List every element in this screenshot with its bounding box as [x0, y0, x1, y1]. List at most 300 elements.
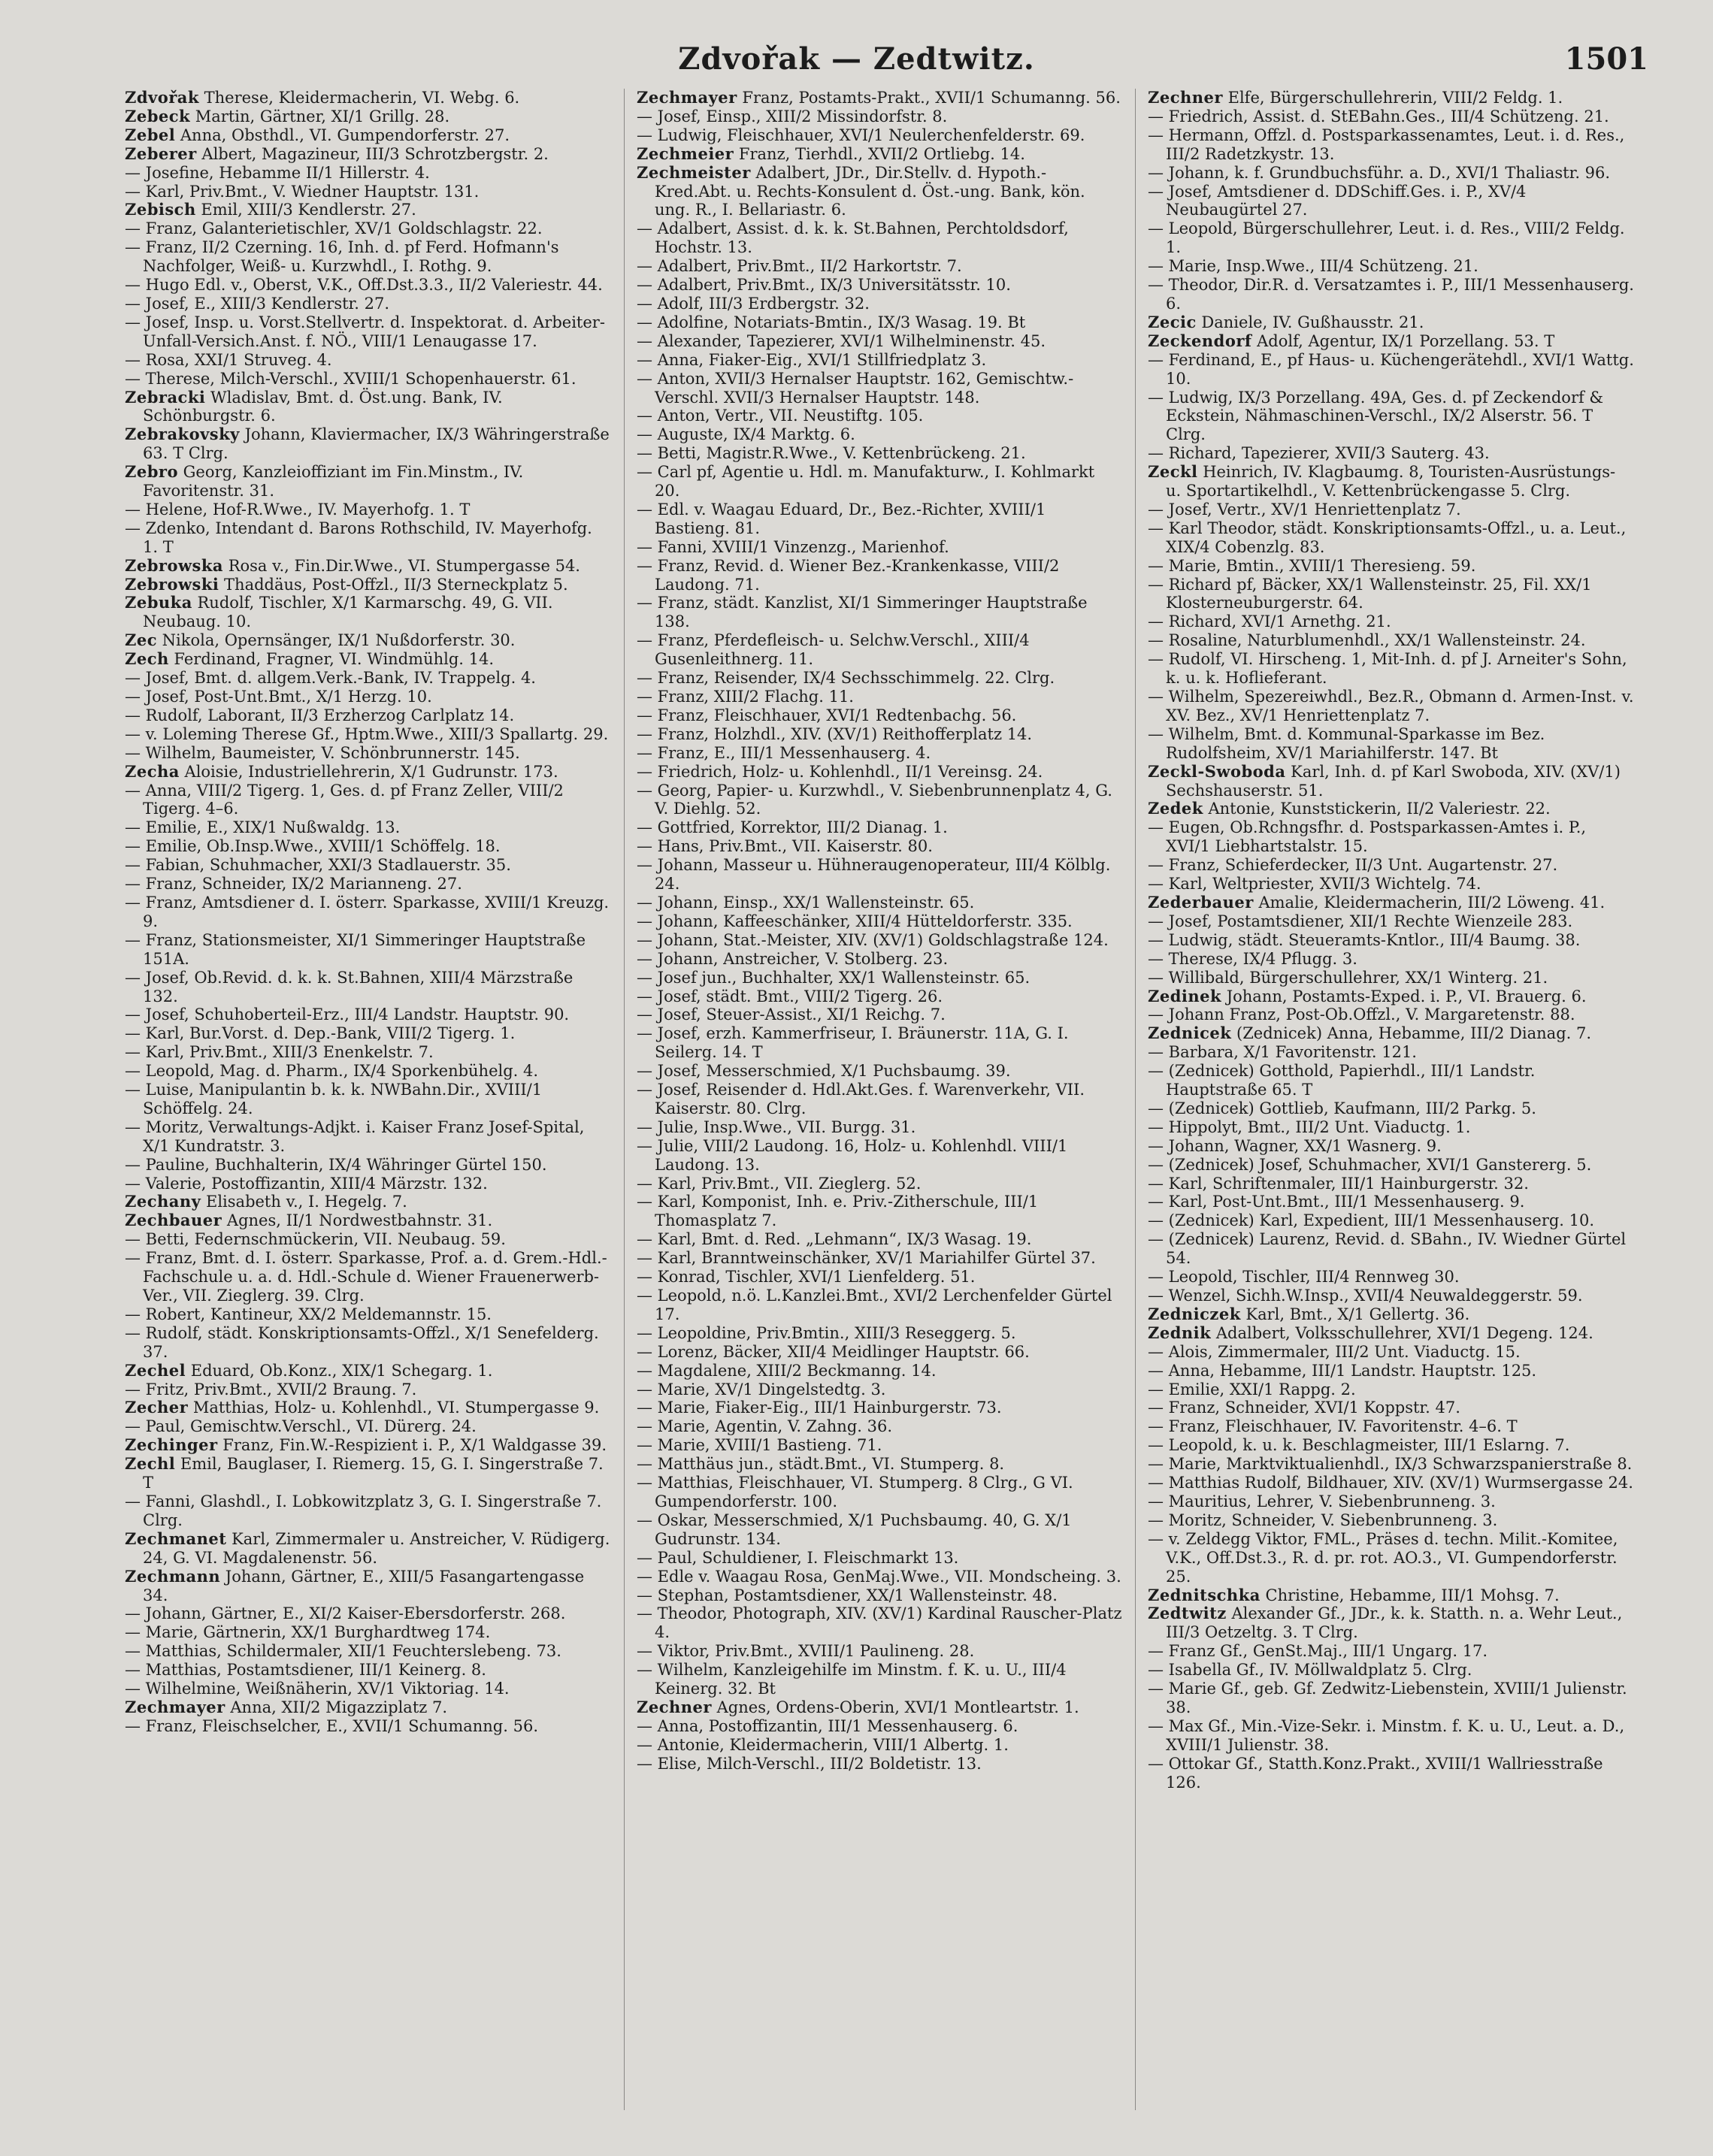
- directory-entry: [637, 444, 1123, 463]
- directory-entry: [637, 594, 1123, 631]
- entry-text: — Franz, Bmt. d. I. österr. Sparkasse, Prof. a. d. Grem.-Hdl.-Fachschule u. a. d. Hdl.-Schule d. Wiener Frauenerwerb-Ver., VII. Zieglerg. 39. Clrg.: [125, 1249, 607, 1305]
- entry-text: — Josef, Bmt. d. allgem.Verk.-Bank, IV. Trappelg. 4.: [125, 669, 536, 688]
- entry-text: Agnes, II/1 Nordwestbahnstr. 31.: [222, 1211, 493, 1230]
- entry-text: — (Zednicek) Josef, Schuhmacher, XVI/1 Ganstererg. 5.: [1148, 1155, 1592, 1174]
- entry-text: Antonie, Kunststickerin, II/2 Valeriestr. 22.: [1203, 800, 1551, 818]
- directory-entry: [1148, 1380, 1634, 1399]
- directory-entry: [1148, 107, 1634, 126]
- directory-entry: [125, 107, 612, 126]
- entry-text: — Karl, Priv.Bmt., XIII/3 Enenkelstr. 7.: [125, 1043, 434, 1062]
- entry-text: — Johann, Anstreicher, V. Stolberg. 23.: [637, 949, 949, 968]
- directory-entry: [125, 1175, 612, 1193]
- entry-text: — Wenzel, Sichh.W.Insp., XVII/4 Neuwaldeggerstr. 59.: [1148, 1287, 1583, 1305]
- entry-text: — Helene, Hof-R.Wwe., IV. Mayerhofg. 1. T: [125, 500, 471, 519]
- entry-text: Johann, Gärtner, E., XIII/5 Fasangartengasse 34.: [143, 1567, 585, 1604]
- directory-entry: [1148, 612, 1634, 631]
- entry-text: Christine, Hebamme, III/1 Mohsg. 7.: [1260, 1586, 1560, 1604]
- directory-entry: [637, 557, 1123, 594]
- entry-text: — Oskar, Messerschmied, X/1 Puchsbaumg. 40, G. X/1 Gudrunstr. 134.: [637, 1510, 1072, 1548]
- columns-container: [113, 89, 1646, 2110]
- entry-surname: Zederbauer: [1148, 892, 1254, 912]
- directory-entry: [1148, 1137, 1634, 1156]
- entry-text: — Josef, Postamtsdiener, XII/1 Rechte Wienzeile 283.: [1148, 912, 1573, 930]
- entry-text: — Karl, Bmt. d. Red. „Lehmann“, IX/3 Wasag. 19.: [637, 1230, 1032, 1249]
- entry-text: — Anton, Vertr., VII. Neustiftg. 105.: [637, 407, 924, 425]
- directory-entry: [637, 725, 1123, 744]
- directory-entry: [637, 1642, 1123, 1661]
- entry-text: — Adolf, III/3 Erdbergstr. 32.: [637, 294, 870, 313]
- directory-entry: [1148, 1492, 1634, 1511]
- entry-text: — Josef, städt. Bmt., VIII/2 Tigerg. 26.: [637, 987, 943, 1005]
- directory-entry: [125, 1623, 612, 1642]
- entry-text: — Leopold, k. u. k. Beschlagmeister, III/1 Eslarng. 7.: [1148, 1436, 1570, 1455]
- entry-text: — Anna, VIII/2 Tigerg. 1, Ges. d. pf Franz Zeller, VIII/2 Tigerg. 4–6.: [125, 781, 564, 818]
- entry-text: — Josef, Post-Unt.Bmt., X/1 Herzg. 10.: [125, 688, 432, 706]
- entry-text: — Rudolf, städt. Konskriptionsamts-Offzl., X/1 Senefelderg. 37.: [125, 1323, 599, 1361]
- directory-entry: [125, 519, 612, 557]
- entry-text: — Fritz, Priv.Bmt., XVII/2 Braung. 7.: [125, 1380, 417, 1399]
- entry-text: Emil, XIII/3 Kendlerstr. 27.: [195, 201, 416, 219]
- entry-text: — Franz, Schneider, XVI/1 Koppstr. 47.: [1148, 1399, 1460, 1417]
- entry-text: — Johann, k. f. Grundbuchsführ. a. D., XVI/1 Thaliastr. 96.: [1148, 163, 1611, 182]
- directory-entry: [125, 1230, 612, 1249]
- directory-entry: [637, 1604, 1123, 1642]
- directory-entry: [637, 969, 1123, 987]
- directory-entry: [1148, 1024, 1634, 1043]
- entry-surname: Zechner: [637, 1697, 712, 1716]
- directory-entry: [125, 875, 612, 894]
- entry-text: Martin, Gärtner, XI/1 Grillg. 28.: [190, 107, 450, 125]
- directory-entry: [637, 89, 1123, 107]
- entry-text: Alexander Gf., JDr., k. k. Statth. n. a. Wehr Leut., III/3 Oetzeltg. 3. T Clrg.: [1166, 1604, 1623, 1642]
- directory-entry: [125, 688, 612, 706]
- entry-text: — Karl, Post-Unt.Bmt., III/1 Messenhauserg. 9.: [1148, 1193, 1525, 1211]
- entry-text: — Franz, Stationsmeister, XI/1 Simmeringer Hauptstraße 151A.: [125, 930, 586, 968]
- entry-text: — Gottfried, Korrektor, III/2 Dianag. 1.: [637, 818, 948, 837]
- directory-entry: [125, 706, 612, 725]
- directory-entry: [1148, 1604, 1634, 1642]
- entry-text: Karl, Inh. d. pf Karl Swoboda, XIV. (XV/1) Sechshauserstr. 51.: [1166, 762, 1621, 800]
- entry-text: — Fabian, Schuhmacher, XXI/3 Stadlauerstr. 35.: [125, 856, 511, 875]
- directory-entry: [1148, 1099, 1634, 1118]
- directory-entry: [1148, 389, 1634, 445]
- entry-surname: Zechinger: [125, 1435, 218, 1455]
- directory-entry: [1148, 276, 1634, 313]
- directory-entry: [125, 837, 612, 856]
- column-3: [1135, 89, 1646, 2110]
- entry-text: (Zednicek) Anna, Hebamme, III/2 Dianag. 7.: [1231, 1024, 1592, 1043]
- entry-text: Wladislav, Bmt. d. Öst.ung. Bank, IV. Schönburgstr. 6.: [143, 388, 503, 425]
- entry-text: — Marie, Marktviktualienhdl., IX/3 Schwarzspanierstraße 8.: [1148, 1455, 1633, 1474]
- directory-entry: [125, 89, 612, 107]
- directory-entry: [1148, 1305, 1634, 1324]
- directory-entry: [637, 706, 1123, 725]
- entry-surname: Zedtwitz: [1148, 1604, 1227, 1623]
- entry-text: — Josef, Messerschmied, X/1 Puchsbaumg. 39.: [637, 1062, 1011, 1081]
- directory-entry: [1148, 1287, 1634, 1305]
- entry-text: — Wilhelm, Bmt. d. Kommunal-Sparkasse im Bez. Rudolfsheim, XV/1 Mariahilferstr. 147. Bt: [1148, 724, 1545, 762]
- directory-entry: [1148, 1642, 1634, 1661]
- entry-text: — Theodor, Dir.R. d. Versatzamtes i. P., III/1 Messenhauserg. 6.: [1148, 276, 1634, 313]
- entry-text: Nikola, Opernsänger, IX/1 Nußdorferstr. 30.: [156, 631, 516, 650]
- entry-text: — Richard pf, Bäcker, XX/1 Wallensteinstr. 25, Fil. XX/1 Klosterneuburgerstr. 64.: [1148, 575, 1592, 612]
- entry-text: — Marie, Insp.Wwe., III/4 Schützeng. 21.: [1148, 257, 1478, 276]
- entry-surname: Zednik: [1148, 1323, 1212, 1342]
- entry-surname: Zechmayer: [125, 1697, 225, 1716]
- directory-entry: [125, 1680, 612, 1698]
- entry-text: — Moritz, Schneider, V. Siebenbrunneng. 3.: [1148, 1510, 1498, 1529]
- directory-entry: [125, 1005, 612, 1024]
- entry-text: — Josef, Insp. u. Vorst.Stellvertr. d. Inspektorat. d. Arbeiter-Unfall-Versich.Anst. f. NÖ., VIII/1 Lenaugasse 17.: [125, 313, 605, 350]
- entry-text: — Hippolyt, Bmt., III/2 Unt. Viaductg. 1.: [1148, 1117, 1471, 1136]
- directory-entry: [125, 276, 612, 295]
- directory-entry: [1148, 763, 1634, 800]
- entry-text: Johann, Postamts-Exped. i. P., VI. Brauerg. 6.: [1221, 987, 1587, 1005]
- entry-text: — Karl Theodor, städt. Konskriptionsamts-Offzl., u. a. Leut., XIX/4 Cobenzlg. 83.: [1148, 519, 1627, 556]
- entry-surname: Zeckl: [1148, 462, 1198, 482]
- entry-surname: Zechany: [125, 1192, 201, 1211]
- entry-text: — Josef, Einsp., XIII/2 Missindorfstr. 8.: [637, 107, 948, 125]
- directory-entry: [125, 1698, 612, 1717]
- entry-text: — Franz, Galanterietischler, XV/1 Goldschlagstr. 22.: [125, 219, 543, 238]
- entry-text: Daniele, IV. Gußhausstr. 21.: [1196, 313, 1424, 331]
- directory-entry: [637, 763, 1123, 782]
- directory-entry: [1148, 1193, 1634, 1211]
- directory-entry: [637, 295, 1123, 313]
- entry-surname: Zech: [125, 649, 169, 669]
- entry-text: — (Zednicek) Laurenz, Revid. d. SBahn., IV. Wiedner Gürtel 54.: [1148, 1230, 1627, 1268]
- entry-text: — Hugo Edl. v., Oberst, V.K., Off.Dst.3.3., II/2 Valeriestr. 44.: [125, 276, 603, 295]
- directory-entry: [125, 463, 612, 500]
- entry-text: — Karl, Priv.Bmt., V. Wiedner Hauptstr. 131.: [125, 182, 480, 201]
- page-header: [0, 41, 1713, 94]
- entry-surname: Zedniczek: [1148, 1304, 1241, 1323]
- directory-entry: [637, 1511, 1123, 1549]
- directory-entry: [637, 1568, 1123, 1586]
- entry-text: Thaddäus, Post-Offzl., II/3 Sterneckplatz 5.: [219, 575, 568, 594]
- entry-text: — Leopold, Mag. d. Pharm., IX/4 Sporkenbühelg. 4.: [125, 1062, 539, 1081]
- entry-text: — Franz, II/2 Czerning. 16, Inh. d. pf Ferd. Hofmann's Nachfolger, Weiß- u. Kurzwhdl., I. Rothg. 9.: [125, 238, 559, 276]
- entry-surname: Zechbauer: [125, 1211, 222, 1230]
- entry-text: Emil, Bauglaser, I. Riemerg. 15, G. I. Singerstraße 7. T: [143, 1455, 604, 1492]
- entry-text: — Franz, Reisender, IX/4 Sechsschimmelg. 22. Clrg.: [637, 669, 1055, 688]
- directory-entry: [1148, 1661, 1634, 1680]
- entry-surname: Zecha: [125, 761, 180, 781]
- entry-text: — Rudolf, VI. Hirscheng. 1, Mit-Inh. d. pf J. Arneiter's Sohn, k. u. k. Hoflieferant.: [1148, 650, 1627, 688]
- entry-text: — Willibald, Bürgerschullehrer, XX/1 Winterg. 21.: [1148, 968, 1548, 987]
- entry-surname: Zechmayer: [637, 89, 737, 107]
- entry-text: — Barbara, X/1 Favoritenstr. 121.: [1148, 1043, 1417, 1062]
- entry-text: — Alois, Zimmermaler, III/2 Unt. Viaductg. 15.: [1148, 1342, 1521, 1361]
- entry-text: — Anna, Postoffizantin, III/1 Messenhauserg. 6.: [637, 1716, 1018, 1735]
- directory-entry: [125, 201, 612, 219]
- entry-text: — Therese, Milch-Verschl., XVIII/1 Schopenhauerstr. 61.: [125, 369, 577, 388]
- entry-text: — Leopold, Bürgerschullehrer, Leut. i. d. Res., VIII/2 Feldg. 1.: [1148, 219, 1625, 257]
- entry-text: — Ludwig, IX/3 Porzellang. 49A, Ges. d. pf Zeckendorf & Eckstein, Nähmaschinen-Verschl., IX/2 Alserstr. 56. T Clrg.: [1148, 388, 1604, 444]
- entry-text: — Georg, Papier- u. Kurzwhdl., V. Siebenbrunnenplatz 4, G. V. Diehlg. 52.: [637, 781, 1112, 818]
- directory-entry: [1148, 1362, 1634, 1380]
- directory-entry: [125, 370, 612, 389]
- entry-text: — Julie, VIII/2 Laudong. 16, Holz- u. Kohlenhdl. VIII/1 Laudong. 13.: [637, 1136, 1068, 1174]
- entry-surname: Zecher: [125, 1398, 189, 1417]
- entry-text: — Lorenz, Bäcker, XII/4 Meidlinger Hauptstr. 66.: [637, 1342, 1030, 1361]
- entry-text: — Adolfine, Notariats-Bmtin., IX/3 Wasag. 19. Bt: [637, 313, 1026, 331]
- entry-surname: Zdvořak: [125, 89, 199, 107]
- directory-entry: [125, 763, 612, 782]
- entry-text: — Karl, Priv.Bmt., VII. Zieglerg. 52.: [637, 1174, 922, 1193]
- directory-entry: [125, 1249, 612, 1305]
- entry-surname: Zebro: [125, 462, 178, 482]
- directory-entry: [1148, 1474, 1634, 1492]
- directory-entry: [637, 931, 1123, 950]
- entry-text: — Robert, Kantineur, XX/2 Meldemannstr. 15.: [125, 1305, 492, 1323]
- directory-entry: [125, 1530, 612, 1568]
- entry-text: — Josef, Ob.Revid. d. k. k. St.Bahnen, XIII/4 Märzstraße 132.: [125, 968, 574, 1005]
- entry-text: — Betti, Magistr.R.Wwe., V. Kettenbrückeng. 21.: [637, 444, 1026, 463]
- directory-entry: [125, 818, 612, 837]
- directory-entry: [637, 1024, 1123, 1062]
- directory-entry: [637, 107, 1123, 126]
- entry-text: Adalbert, JDr., Dir.Stellv. d. Hypoth.-Kred.Abt. u. Rechts-Konsulent d. Öst.-ung. Bank, kön. ung. R., I. Bellariastr. 6.: [655, 163, 1085, 219]
- directory-entry: [125, 782, 612, 819]
- entry-text: — Elise, Milch-Verschl., III/2 Boldetistr. 13.: [637, 1754, 982, 1773]
- directory-entry: [1148, 912, 1634, 931]
- entry-text: — Paul, Gemischtw.Verschl., VI. Dürerg. 24.: [125, 1417, 477, 1436]
- directory-entry: [125, 650, 612, 669]
- entry-text: Rudolf, Tischler, X/1 Karmarschg. 49, G. VII. Neubaug. 10.: [143, 594, 553, 631]
- entry-text: Karl, Bmt., X/1 Gellertg. 36.: [1240, 1305, 1470, 1323]
- entry-text: Adalbert, Volksschullehrer, XVI/1 Degeng. 124.: [1211, 1323, 1593, 1342]
- entry-surname: Zebrakovsky: [125, 425, 240, 444]
- directory-entry: [1148, 1399, 1634, 1417]
- directory-entry: [125, 500, 612, 519]
- directory-entry: [637, 1005, 1123, 1024]
- directory-entry: [1148, 500, 1634, 519]
- entry-surname: Zechmann: [125, 1566, 221, 1586]
- entry-text: Ferdinand, Fragner, VI. Windmühlg. 14.: [168, 650, 495, 669]
- entry-text: — Rudolf, Laborant, II/3 Erzherzog Carlplatz 14.: [125, 706, 515, 724]
- entry-text: — Stephan, Postamtsdiener, XX/1 Wallensteinstr. 48.: [637, 1586, 1058, 1604]
- directory-entry: [637, 1324, 1123, 1343]
- entry-text: — Wilhelm, Kanzleigehilfe im Minstm. f. K. u. U., III/4 Keinerg. 32. Bt: [637, 1661, 1067, 1698]
- directory-entry: [1148, 856, 1634, 875]
- directory-entry: [125, 1193, 612, 1211]
- entry-text: — Josef, Vertr., XV/1 Henriettenplatz 7.: [1148, 500, 1461, 519]
- entry-text: — v. Zeldegg Viktor, FML., Präses d. techn. Milit.-Komitee, V.K., Off.Dst.3., R. d. pr. rot. AO.3., VI. Gumpendorferstr. 25.: [1148, 1529, 1618, 1586]
- directory-entry: [1148, 89, 1634, 107]
- directory-entry: [1148, 987, 1634, 1006]
- entry-text: — Fanni, Glashdl., I. Lobkowitzplatz 3, G. I. Singerstraße 7. Clrg.: [125, 1492, 602, 1529]
- directory-entry: [125, 744, 612, 763]
- directory-entry: [1148, 931, 1634, 950]
- entry-text: Georg, Kanzleioffiziant im Fin.Minstm., IV. Favoritenstr. 31.: [143, 463, 524, 500]
- directory-entry: [1148, 519, 1634, 557]
- entry-text: — Johann, Kaffeeschänker, XIII/4 Hütteldorferstr. 335.: [637, 912, 1073, 930]
- directory-entry: [637, 837, 1123, 856]
- directory-entry: [637, 987, 1123, 1006]
- entry-text: — Anna, Hebamme, III/1 Landstr. Hauptstr. 125.: [1148, 1361, 1537, 1380]
- directory-entry: [637, 1417, 1123, 1436]
- directory-entry: [637, 463, 1123, 500]
- entry-text: — Marie, XV/1 Dingelstedtg. 3.: [637, 1380, 886, 1399]
- entry-text: — Ottokar Gf., Statth.Konz.Prakt., XVIII/1 Wallriesstraße 126.: [1148, 1754, 1603, 1792]
- entry-surname: Zedek: [1148, 799, 1203, 818]
- entry-text: — Marie, XVIII/1 Bastieng. 71.: [637, 1436, 882, 1455]
- directory-entry: [637, 219, 1123, 257]
- directory-entry: [637, 1137, 1123, 1175]
- entry-text: — Johann Franz, Post-Ob.Offzl., V. Margaretenstr. 88.: [1148, 1005, 1575, 1024]
- entry-text: — Moritz, Verwaltungs-Adjkt. i. Kaiser Franz Josef-Spital, X/1 Kundratstr. 3.: [125, 1117, 585, 1155]
- directory-entry: [125, 351, 612, 370]
- entry-text: — Emilie, XXI/1 Rappg. 2.: [1148, 1380, 1356, 1399]
- directory-entry: [1148, 725, 1634, 763]
- directory-entry: [637, 500, 1123, 538]
- directory-entry: [125, 856, 612, 875]
- directory-entry: [1148, 1005, 1634, 1024]
- column-2: [624, 89, 1135, 2110]
- directory-entry: [1148, 800, 1634, 818]
- entry-text: — Karl, Bur.Vorst. d. Dep.-Bank, VIII/2 Tigerg. 1.: [125, 1024, 516, 1043]
- entry-text: Elisabeth v., I. Hegelg. 7.: [201, 1193, 407, 1211]
- entry-text: Eduard, Ob.Konz., XIX/1 Schegarg. 1.: [186, 1361, 493, 1380]
- entry-text: — Emilie, Ob.Insp.Wwe., XVIII/1 Schöffelg. 18.: [125, 837, 501, 856]
- directory-entry: [1148, 332, 1634, 351]
- directory-entry: [125, 1118, 612, 1156]
- directory-entry: [637, 1661, 1123, 1698]
- entry-text: Johann, Klaviermacher, IX/3 Währingerstraße 63. T Clrg.: [143, 425, 610, 463]
- entry-text: — Franz Gf., GenSt.Maj., III/1 Ungarg. 17.: [1148, 1642, 1488, 1661]
- directory-entry: [125, 1417, 612, 1436]
- entry-text: — Johann, Stat.-Meister, XIV. (XV/1) Goldschlagstraße 124.: [637, 930, 1109, 949]
- entry-text: Karl, Zimmermaler u. Anstreicher, V. Rüdigerg. 24, G. VI. Magdalenenstr. 56.: [143, 1529, 610, 1567]
- directory-entry: [637, 1062, 1123, 1081]
- entry-text: — Ludwig, Fleischhauer, XVI/1 Neulerchenfelderstr. 69.: [637, 125, 1085, 144]
- directory-entry: [1148, 557, 1634, 576]
- directory-entry: [1148, 688, 1634, 725]
- entry-surname: Zeckendorf: [1148, 331, 1252, 350]
- entry-text: — Marie Gf., geb. Gf. Zedwitz-Liebenstein, XVIII/1 Julienstr. 38.: [1148, 1680, 1627, 1716]
- entry-text: — Richard, Tapezierer, XVII/3 Sauterg. 43.: [1148, 444, 1490, 463]
- entry-surname: Zechmeister: [637, 162, 751, 182]
- entry-text: — Valerie, Postoffizantin, XIII/4 Märzstr. 132.: [125, 1174, 488, 1193]
- directory-entry: [637, 1455, 1123, 1474]
- directory-entry: [637, 1343, 1123, 1362]
- directory-entry: [1148, 650, 1634, 688]
- directory-entry: [637, 1474, 1123, 1511]
- directory-entry: [125, 894, 612, 931]
- directory-entry: [637, 1230, 1123, 1249]
- entry-text: Heinrich, IV. Klagbaumg. 8, Touristen-Ausrüstungs- u. Sportartikelhdl., V. Kettenbrückengasse 5. Clrg.: [1166, 463, 1616, 500]
- directory-entry: [125, 238, 612, 276]
- directory-entry: [1148, 818, 1634, 856]
- directory-entry: [1148, 950, 1634, 969]
- directory-entry: [637, 538, 1123, 557]
- directory-entry: [637, 631, 1123, 669]
- directory-entry: [125, 576, 612, 594]
- entry-text: — Josefine, Hebamme II/1 Hillerstr. 4.: [125, 163, 430, 182]
- directory-entry: [125, 1324, 612, 1362]
- directory-entry: [1148, 1530, 1634, 1586]
- entry-surname: Zebuka: [125, 593, 192, 612]
- directory-entry: [637, 1249, 1123, 1268]
- directory-entry: [1148, 313, 1634, 332]
- entry-text: Matthias, Holz- u. Kohlenhdl., VI. Stumpergasse 9.: [188, 1399, 600, 1417]
- entry-text: — v. Loleming Therese Gf., Hptm.Wwe., XIII/3 Spallartg. 29.: [125, 724, 609, 743]
- directory-entry: [1148, 1717, 1634, 1755]
- entry-text: — Anton, XVII/3 Hernalser Hauptstr. 162, Gemischtw.-Verschl. XVII/3 Hernalser Hauptstr. 148.: [637, 369, 1074, 407]
- directory-entry: [637, 1380, 1123, 1399]
- entry-surname: Zebrowska: [125, 555, 224, 575]
- entry-text: — Franz, E., III/1 Messenhauserg. 4.: [637, 743, 931, 762]
- directory-entry: [125, 1642, 612, 1661]
- directory-entry: [125, 725, 612, 744]
- directory-entry: [125, 594, 612, 631]
- entry-text: — Marie, Bmtin., XVIII/1 Theresieng. 59.: [1148, 556, 1476, 575]
- directory-entry: [637, 1399, 1123, 1417]
- directory-entry: [637, 818, 1123, 837]
- entry-text: — Hans, Priv.Bmt., VII. Kaiserstr. 80.: [637, 837, 933, 856]
- entry-text: — Johann, Wagner, XX/1 Wasnerg. 9.: [1148, 1136, 1442, 1155]
- directory-entry: [637, 145, 1123, 164]
- directory-entry: [1148, 1586, 1634, 1605]
- entry-text: Adolf, Agentur, IX/1 Porzellang. 53. T: [1251, 331, 1555, 350]
- entry-text: — Zdenko, Intendant d. Barons Rothschild, IV. Mayerhofg. 1. T: [125, 519, 592, 556]
- entry-text: — Theodor, Photograph, XIV. (XV/1) Kardinal Rauscher-Platz 4.: [637, 1604, 1122, 1642]
- directory-entry: [1148, 1436, 1634, 1455]
- directory-entry: [125, 313, 612, 351]
- directory-entry: [1148, 164, 1634, 183]
- directory-entry: [125, 1062, 612, 1081]
- entry-text: — Richard, XVI/1 Arnethg. 21.: [1148, 612, 1391, 631]
- entry-text: — Adalbert, Assist. d. k. k. St.Bahnen, Perchtoldsdorf, Hochstr. 13.: [637, 219, 1069, 257]
- directory-entry: [125, 1717, 612, 1736]
- entry-text: — (Zednicek) Gottlieb, Kaufmann, III/2 Parkg. 5.: [1148, 1099, 1536, 1117]
- entry-text: — Magdalene, XIII/2 Beckmanng. 14.: [637, 1361, 937, 1380]
- entry-text: — Franz, Fleischselcher, E., XVII/1 Schumanng. 56.: [125, 1716, 538, 1735]
- entry-text: — Marie, Fiaker-Eig., III/1 Hainburgerstr. 73.: [637, 1399, 1002, 1417]
- directory-entry: [637, 950, 1123, 969]
- entry-text: — Franz, Schieferdecker, II/3 Unt. Augartenstr. 27.: [1148, 856, 1558, 875]
- entry-surname: Zecic: [1148, 312, 1197, 331]
- entry-surname: Zechl: [125, 1454, 176, 1474]
- directory-entry: [637, 164, 1123, 220]
- entry-text: — Mauritius, Lehrer, V. Siebenbrunneng. 3.: [1148, 1492, 1496, 1510]
- directory-entry: [125, 1455, 612, 1492]
- directory-entry: [1148, 1455, 1634, 1474]
- directory-entry: [637, 1755, 1123, 1773]
- directory-entry: [125, 1362, 612, 1380]
- directory-entry: [637, 912, 1123, 931]
- entry-text: Aloisie, Industriellehrerin, X/1 Gudrunstr. 173.: [179, 762, 558, 781]
- entry-text: — Leopold, n.ö. L.Kanzlei.Bmt., XVI/2 Lerchenfelder Gürtel 17.: [637, 1287, 1112, 1323]
- directory-entry: [637, 1268, 1123, 1287]
- directory-entry: [1148, 969, 1634, 987]
- entry-text: — Johann, Einsp., XX/1 Wallensteinstr. 65.: [637, 893, 975, 912]
- entry-text: — Ferdinand, E., pf Haus- u. Küchengerätehdl., XVI/1 Wattg. 10.: [1148, 350, 1634, 388]
- directory-entry: [125, 631, 612, 650]
- directory-entry: [1148, 1175, 1634, 1193]
- entry-text: — Karl, Komponist, Inh. e. Priv.-Zitherschule, III/1 Thomasplatz 7.: [637, 1193, 1039, 1230]
- directory-entry: [1148, 1511, 1634, 1530]
- directory-entry: [637, 1118, 1123, 1137]
- entry-text: — Matthias Rudolf, Bildhauer, XIV. (XV/1) Wurmsergasse 24.: [1148, 1474, 1633, 1492]
- entry-text: Albert, Magazineur, III/3 Schrotzbergstr. 2.: [196, 144, 549, 163]
- entry-text: — Matthäus jun., städt.Bmt., VI. Stumperg. 8.: [637, 1455, 1005, 1474]
- entry-text: Rosa v., Fin.Dir.Wwe., VI. Stumpergasse 54.: [223, 556, 580, 575]
- entry-text: — Franz, Holzhdl., XIV. (XV/1) Reithofferplatz 14.: [637, 724, 1033, 743]
- directory-entry: [637, 1287, 1123, 1324]
- directory-entry: [1148, 444, 1634, 463]
